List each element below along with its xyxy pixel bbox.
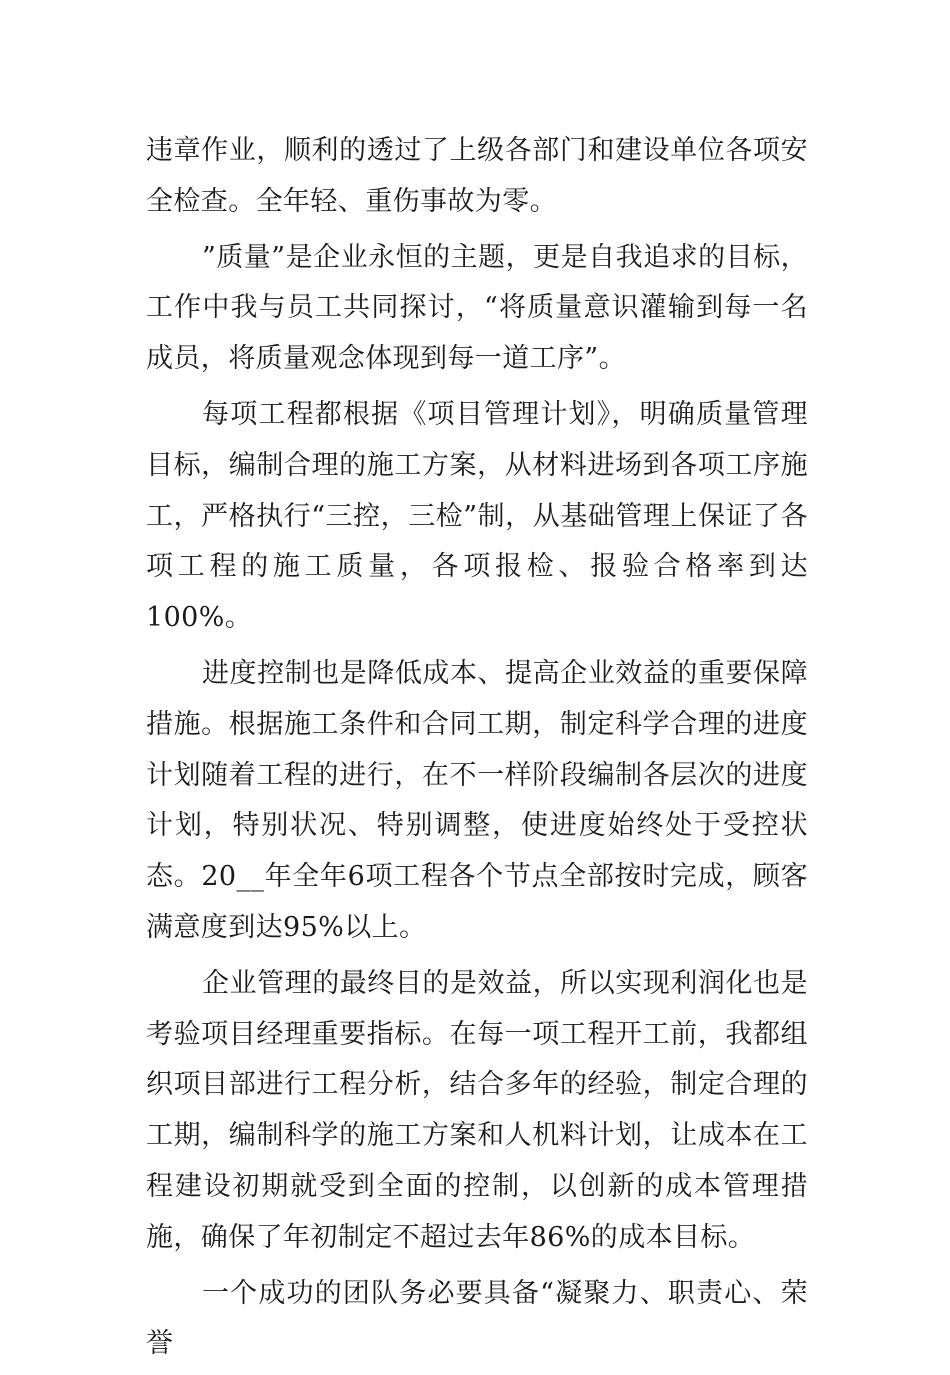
paragraph-6: 一个成功的团队务必要具备“凝聚力、职责心、荣誉 (146, 1277, 808, 1360)
paragraph-4: 进度控制也是降低成本、提高企业效益的重要保障措施。根据施工条件和合同工期，制定科学合理的进度计划随着工程的进行，在不一样阶段编制各层次的进度计划，特别状况、特别调整，使进度始终处于受控状态。20__年全年6项工程各个节点全部按时完成，顾客满意度到达95%以上。 (146, 657, 808, 943)
document-body (146, 126, 808, 1375)
paragraph-1: 违章作业，顺利的透过了上级各部门和建设单位各项安全检查。全年轻、重伤事故为零。 (146, 135, 808, 217)
paragraph-5: 企业管理的最终目的是效益，所以实现利润化也是考验项目经理重要指标。在每一项工程开工前，我都组织项目部进行工程分析，结合多年的经验，制定合理的工期，编制科学的施工方案和人机料计划，让成本在工程建设初期就受到全面的控制，以创新的成本管理措施，确保了年初制定不超过去年86%的成本目标。 (146, 967, 808, 1253)
paragraph-3: 每项工程都根据《项目管理计划》，明确质量管理目标，编制合理的施工方案，从材料进场到各项工序施工，严格执行“三控，三检”制，从基础管理上保证了各项工程的施工质量，各项报检、报验合格率到达100%。 (146, 398, 808, 634)
paragraph-2: ”质量”是企业永恒的主题，更是自我追求的目标，工作中我与员工共同探讨，“将质量意识灌输到每一名成员，将质量观念体现到每一道工序”。 (146, 241, 808, 375)
